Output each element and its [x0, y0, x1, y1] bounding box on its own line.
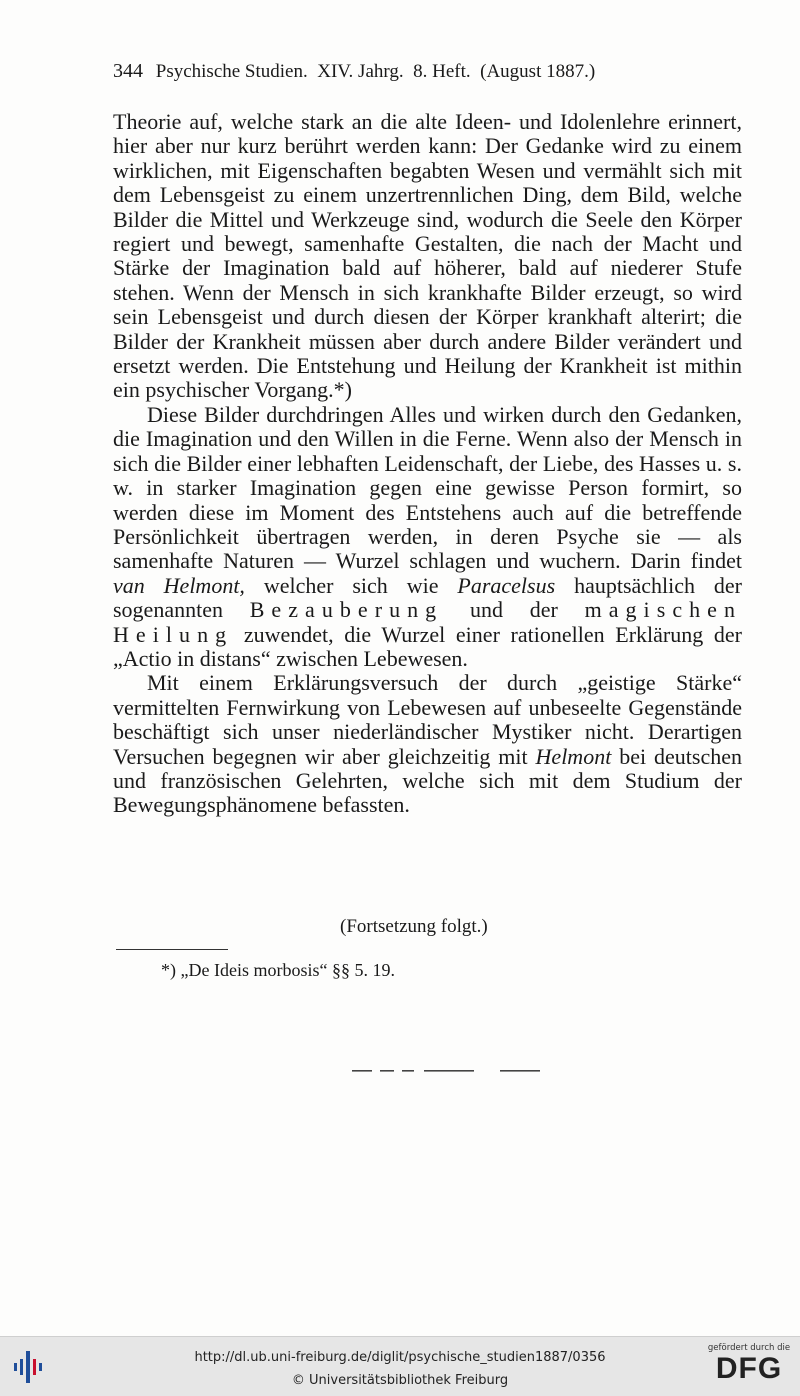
running-title: Psychische Studien. XIV. Jahrg. 8. Heft. (August 1887.)	[155, 61, 596, 82]
copyright-notice: © Universitätsbibliothek Freiburg	[291, 1373, 509, 1388]
paragraph-2-text-c: hauptsächlich der sogenannten	[113, 572, 743, 623]
dfg-label: gefördert durch die	[707, 1343, 791, 1353]
paragraph-2-text-e: zuwendet, die Wurzel einer rationellen Erklärung der „Actio in distans“ zwischen Lebewesen.	[113, 621, 742, 671]
decorative-end-rule	[352, 1069, 540, 1073]
continuation-note: (Fortsetzung folgt.)	[340, 916, 488, 937]
body-text	[113, 110, 742, 818]
document-url[interactable]: http://dl.ub.uni-freiburg.de/diglit/psychische_studien1887/0356	[194, 1350, 606, 1365]
spaced-term-bezauberung: Bezauberung	[249, 597, 444, 623]
footer-bar	[0, 1336, 800, 1396]
footnote-rule	[116, 949, 228, 950]
dfg-logo-text: DFG	[715, 1352, 783, 1385]
dfg-funding-logo	[706, 1343, 792, 1393]
paragraph-3-text-a: Mit einem Erklärungsversuch der durch „geistige Stärke“ vermittelten Fernwirkung von Lebewesen auf unbeseelte Gegenstände beschäftigt sich unser niederländischer Mystiker nicht. Derartigen Versuchen begegnen wir aber gleichzeitig mit	[113, 670, 742, 769]
name-paracelsus: Paracelsus	[457, 572, 556, 598]
paragraph-2-text-b: welcher sich wie	[263, 572, 439, 598]
name-helmont: Helmont	[535, 743, 612, 769]
paragraph-1: Theorie auf, welche stark an die alte Ideen- und Idolenlehre erinnert, hier aber nur kurz berührt werden kann: Der Gedanke wird zu einem wirklichen, mit Eigenschaften begabten Wesen und vermählt sich mit dem Lebensgeist zu einem unzertrennlichen Ding, dem Bild, welche Bilder die Mittel und Werkzeuge sind, wodurch die Seele den Körper regiert und bewegt, samenhafte Gestalten, die nach der Macht und Stärke der Imagination bald auf höherer, bald auf niederer Stufe stehen. Wenn der Mensch in sich krankhafte Bilder erzeugt, so wird sein Lebensgeist und durch diesen der Körper krankhaft alterirt; die Bilder der Krankheit müssen aber durch andere Bilder verändert und ersetzt werden. Die Entstehung und Heilung der Krankheit ist mithin ein psychischer Vorgang.*)	[113, 109, 742, 403]
paragraph-2	[113, 403, 742, 671]
page-number: 344	[113, 60, 143, 82]
name-van-helmont: van Helmont,	[113, 572, 245, 598]
paragraph-3	[113, 671, 742, 817]
paragraph-2-text-d: und der	[469, 597, 558, 623]
paragraph-2-text-a: Diese Bilder durchdringen Alles und wirken durch den Gedanken, die Imagination und den Willen in die Ferne. Wenn also der Mensch in sich die Bilder einer lebhaften Leidenschaft, der Liebe, des Hasses u. s. w. in starker Imagination gegen eine gewisse Person formirt, so werden diese im Moment des Entstehens auch auf die betreffende Persönlichkeit übertragen werden, in deren Psyche sie — als samenhafte Naturen — Wurzel schlagen und wuchern. Darin findet	[113, 401, 742, 574]
paragraph-3-text-b: bei deutschen und französischen Gelehrten, welche sich mit dem Studium der Bewegungsphänomene befassten.	[113, 743, 742, 818]
running-header	[113, 60, 711, 83]
footnote: *) „De Ideis morbosis“ §§ 5. 19.	[161, 960, 395, 980]
spaced-term-magische-heilung: magischen Heilung	[113, 597, 743, 647]
